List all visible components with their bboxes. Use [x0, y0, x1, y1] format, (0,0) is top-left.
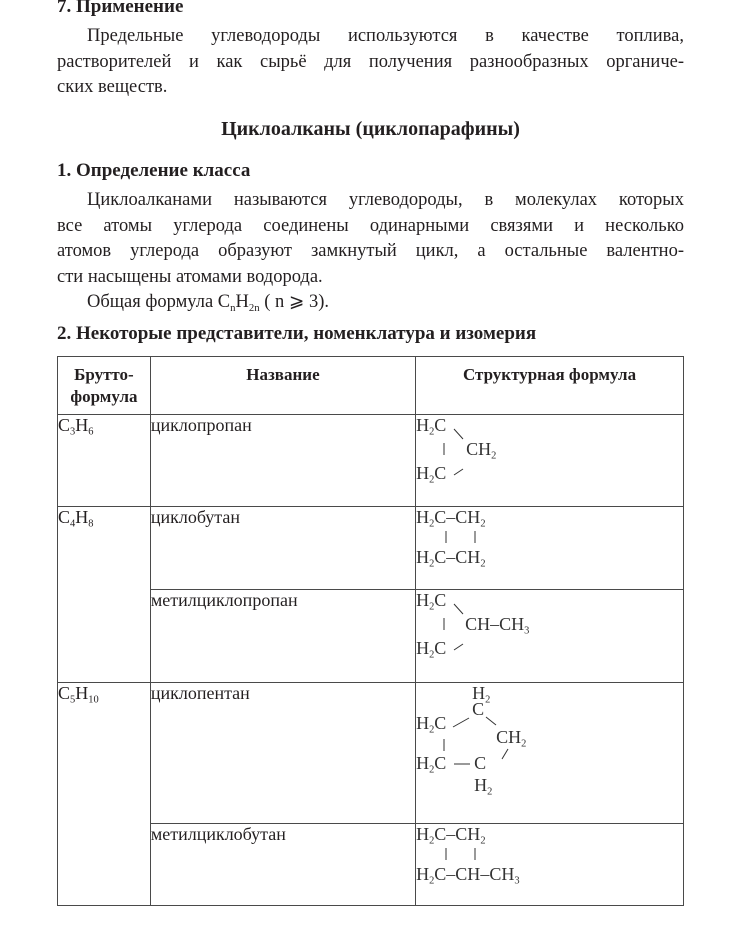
bond-lines — [416, 683, 536, 813]
compound-name: метилциклопропан — [150, 590, 415, 683]
text-line: Предельные углеводороды используются в качестве топлива, — [87, 26, 684, 46]
general-formula: Общая формула $C_nH_{2n}$ ( n ⩾ 3). — [87, 292, 330, 314]
text-line: все атомы углерода соединены одинарными связями и несколько — [57, 215, 684, 236]
atom-group: $H_2C$ — [416, 713, 447, 736]
atom-group: $H_2C$ — [416, 753, 447, 776]
text-line: ских веществ. — [57, 77, 168, 97]
cycloalkanes-table — [57, 356, 684, 906]
atom-group: C — [472, 699, 485, 719]
gross-formula-c4h8: $C_4H_8$ — [58, 507, 151, 683]
atom-group: $H_2C$ — [416, 415, 447, 438]
section-heading-application: 7. Применение — [57, 0, 184, 17]
chapter-title: Циклоалканы (циклопарафины) — [221, 118, 520, 140]
atom-group: $H_2C-CH_2$ — [416, 824, 486, 847]
table-row — [58, 824, 684, 906]
atom-group: C — [474, 753, 487, 773]
header-name: Название — [150, 357, 415, 415]
text-line: Циклоалканами называются углеводороды, в молекулах которых — [87, 190, 684, 210]
text-line: сти насыщены атомами водорода. — [57, 266, 323, 287]
atom-group: $H_2$ — [474, 775, 493, 798]
bond-lines — [416, 824, 556, 894]
atom-group: $H_2C-CH_2$ — [416, 507, 486, 530]
text-line: атомов углерода образуют замкнутый цикл, а остальные валентно- — [57, 241, 684, 261]
bond-lines — [416, 590, 496, 670]
structure-methylcyclopropane — [416, 590, 684, 683]
atom-group: $H_2$ — [472, 683, 491, 706]
compound-name: циклобутан — [150, 507, 415, 590]
section-heading-definition: 1. Определение класса — [57, 160, 251, 181]
atom-group: $H_2C$ — [416, 590, 447, 613]
gross-formula-c3h6: $C_3H_6$ — [58, 415, 151, 507]
table-header-row — [58, 357, 684, 415]
atom-group: $H_2C-CH-CH_3$ — [416, 864, 520, 887]
bond-lines — [416, 507, 516, 577]
atom-group: $CH_2$ — [496, 727, 527, 750]
header-gross-formula: Брутто- формула — [58, 357, 151, 415]
compound-name: метилциклобутан — [150, 824, 415, 906]
section-heading-representatives: 2. Некоторые представители, номенклатура и изомерия — [57, 323, 537, 344]
atom-group: $H_2C-CH_2$ — [416, 547, 486, 570]
paragraph-definition — [57, 188, 684, 316]
table-row — [58, 507, 684, 590]
atom-group: $H_2C$ — [416, 638, 447, 661]
table-row — [58, 590, 684, 683]
atom-group: $CH-CH_3$ — [465, 614, 530, 637]
compound-name: циклопропан — [150, 415, 415, 507]
atom-group: $H_2C$ — [416, 463, 447, 486]
table-row — [58, 415, 684, 507]
text-line: растворителей и как сырьё для получения разнообразных органиче- — [57, 51, 684, 72]
structure-methylcyclobutane — [416, 824, 684, 906]
compound-name: циклопентан — [150, 683, 415, 824]
paragraph-application — [57, 24, 684, 101]
structure-cyclopentane — [416, 683, 684, 824]
atom-group: $CH_2$ — [466, 439, 497, 462]
structure-cyclopropane — [416, 415, 684, 507]
bond-lines — [416, 415, 496, 495]
structure-cyclobutane — [416, 507, 684, 590]
header-structure: Структурная формула — [416, 357, 684, 415]
table-row — [58, 683, 684, 824]
gross-formula-c5h10: $C_5H_{10}$ — [58, 683, 151, 906]
